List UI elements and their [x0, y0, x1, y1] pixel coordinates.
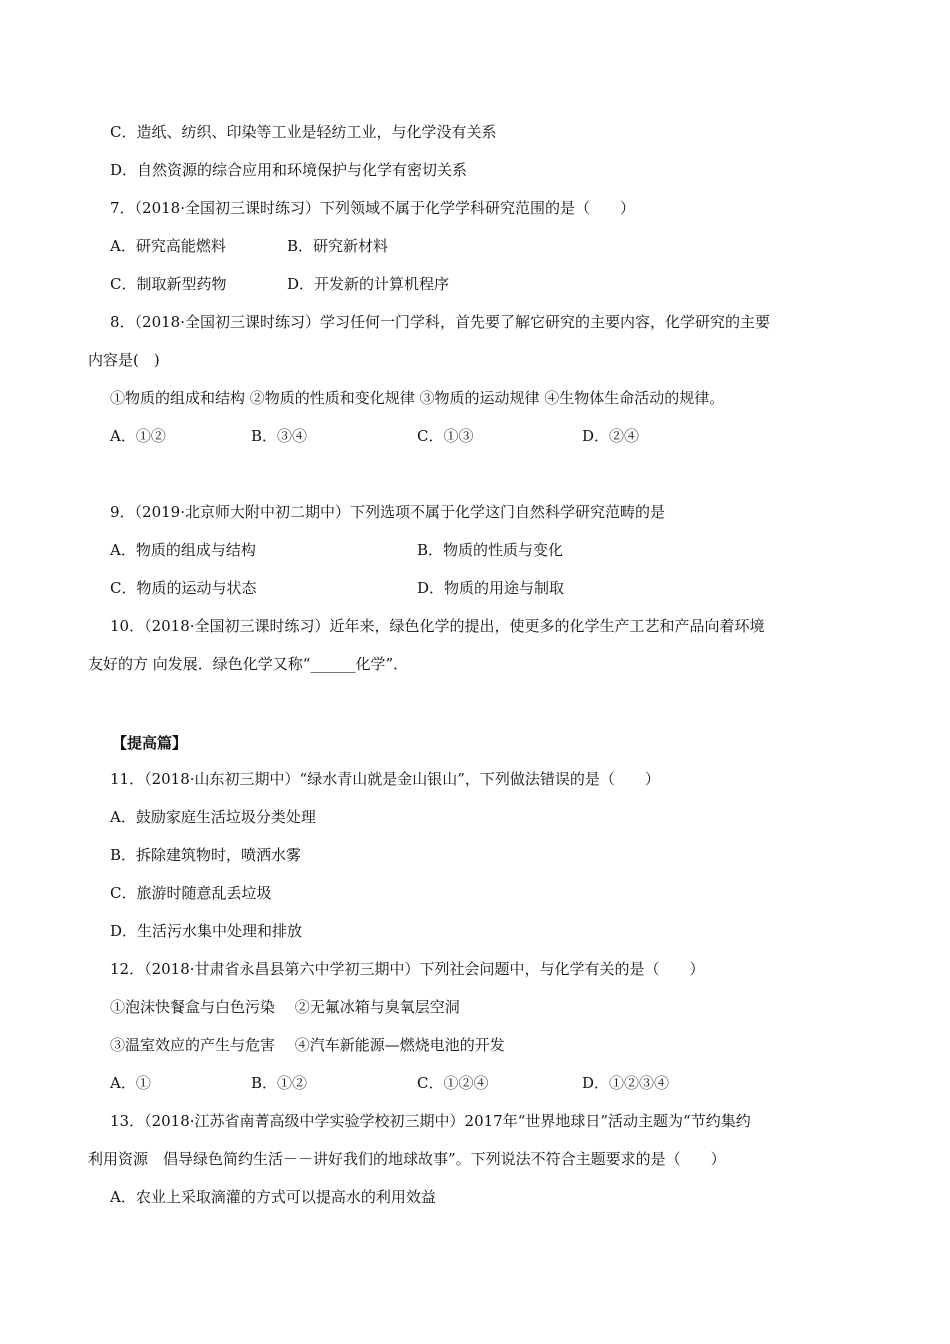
q12-option-b: B．①②	[251, 1074, 308, 1092]
q11-stem: 11．（2018·山东初三期中）“绿水青山就是金山银山”，下列做法错误的是（ ）	[110, 770, 660, 788]
section-heading: 【提高篇】	[112, 734, 188, 752]
q8-option-d: D．②④	[582, 427, 640, 445]
q8-stem-line2: 内容是( )	[88, 351, 160, 369]
q8-statements: ①物质的组成和结构 ②物质的性质和变化规律 ③物质的运动规律 ④生物体生命活动的规律。	[110, 389, 725, 407]
q7-option-b: B．研究新材料	[287, 237, 389, 255]
q12-option-a: A．①	[110, 1074, 151, 1092]
q8-stem-line1: 8．（2018·全国初三课时练习）学习任何一门学科，首先要了解它研究的主要内容，化学研究的主要	[110, 313, 770, 331]
q10-stem-line2: 友好的方 向发展．绿色化学又称“______化学”．	[88, 655, 409, 673]
q12-option-d: D．①②③④	[582, 1074, 670, 1092]
q7-option-a: A．研究高能燃料	[110, 237, 226, 255]
q11-option-d: D．生活污水集中处理和排放	[110, 922, 303, 940]
q13-stem-line2: 利用资源 倡导绿色简约生活－－讲好我们的地球故事”。下列说法不符合主题要求的是（ ）	[88, 1150, 726, 1168]
q7-option-c: C．制取新型药物	[110, 275, 227, 293]
q9-option-b: B．物质的性质与变化	[417, 541, 564, 559]
q7-option-d: D．开发新的计算机程序	[287, 275, 450, 293]
q11-option-a: A．鼓励家庭生活垃圾分类处理	[110, 808, 316, 826]
q9-option-d: D．物质的用途与制取	[417, 579, 565, 597]
q9-option-c: C．物质的运动与状态	[110, 579, 257, 597]
q9-option-a: A．物质的组成与结构	[110, 541, 256, 559]
q10-stem-line1: 10．（2018·全国初三课时练习）近年来，绿色化学的提出，使更多的化学生产工艺和产品向着环境	[110, 617, 765, 635]
q6-option-d: D．自然资源的综合应用和环境保护与化学有密切关系	[110, 161, 468, 179]
q12-statements-2: ③温室效应的产生与危害 ④汽车新能源—燃烧电池的开发	[110, 1036, 505, 1054]
q13-option-a: A．农业上采取滴灌的方式可以提高水的利用效益	[110, 1188, 436, 1206]
q6-option-c: C．造纸、纺织、印染等工业是轻纺工业，与化学没有关系	[110, 123, 497, 141]
q12-option-c: C．①②④	[417, 1074, 489, 1092]
q11-option-c: C．旅游时随意乱丢垃圾	[110, 884, 272, 902]
q8-option-c: C．①③	[417, 427, 474, 445]
q8-option-a: A．①②	[110, 427, 166, 445]
q8-option-b: B．③④	[251, 427, 308, 445]
q9-stem: 9．（2019·北京师大附中初二期中）下列选项不属于化学这门自然科学研究范畴的是	[110, 503, 665, 521]
q13-stem-line1: 13．（2018·江苏省南菁高级中学实验学校初三期中）2017年“世界地球日”活动主题为“节约集约	[110, 1112, 751, 1130]
q11-option-b: B．拆除建筑物时，喷洒水雾	[110, 846, 302, 864]
q7-stem: 7．（2018·全国初三课时练习）下列领域不属于化学学科研究范围的是（ ）	[110, 199, 635, 217]
q12-statements-1: ①泡沫快餐盒与白色污染 ②无氟冰箱与臭氧层空洞	[110, 998, 460, 1016]
q12-stem: 12．（2018·甘肃省永昌县第六中学初三期中）下列社会问题中，与化学有关的是（ ）	[110, 960, 705, 978]
